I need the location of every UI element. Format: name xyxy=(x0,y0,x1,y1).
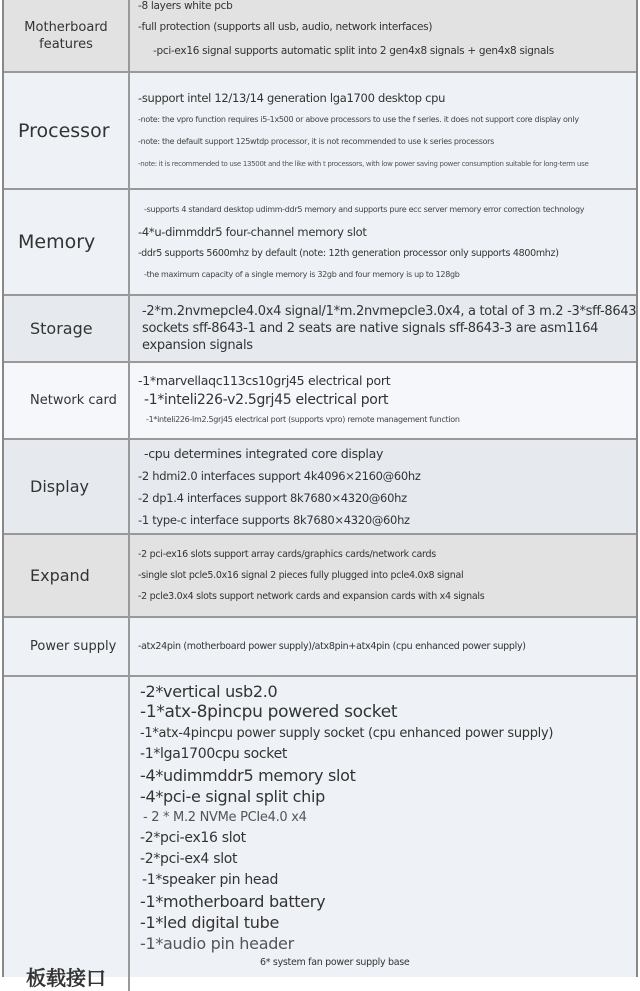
spec-line: -the maximum capacity of a single memory is 32gb and four memory is up to 128gb xyxy=(144,269,460,279)
spec-line: 6* system fan power supply base xyxy=(260,957,410,968)
spec-line: -4*udimmddr5 memory slot xyxy=(140,766,356,785)
row-processor xyxy=(4,73,636,190)
spec-line: sockets sff-8643-1 and 2 seats are native signals sff-8643-3 are asm1164 xyxy=(142,321,599,336)
row-label: Storage xyxy=(4,296,130,361)
spec-line: -2 hdmi2.0 interfaces support 4k4096×2160@60hz xyxy=(138,468,421,483)
spec-line: -supports 4 standard desktop udimm-ddr5 memory and supports pure ecc server memory error correction technology xyxy=(144,204,585,214)
spec-line: -1*motherboard battery xyxy=(140,892,326,911)
row-label: 板载接口 xyxy=(4,677,130,991)
spec-line: -1*inteli226-v2.5grj45 electrical port xyxy=(144,392,389,408)
row-label: Display xyxy=(4,440,130,533)
row-label: Memory xyxy=(4,190,130,294)
spec-line: -full protection (supports all usb, audio, network interfaces) xyxy=(138,21,433,33)
spec-line: -note: the vpro function requires i5-1x500 or above processors to use the f series. it does not support core display only xyxy=(138,114,579,124)
spec-line: -2*pci-ex16 slot xyxy=(140,830,246,846)
spec-line: -2 dp1.4 interfaces support 8k7680×4320@60hz xyxy=(138,490,407,505)
row-label: Processor xyxy=(4,73,130,188)
row-storage xyxy=(4,296,636,363)
spec-line: -1*lga1700cpu socket xyxy=(140,746,288,762)
spec-line: - 2 * M.2 NVMe PCIe4.0 x4 xyxy=(143,810,307,825)
spec-line: -4*u-dimmddr5 four-channel memory slot xyxy=(138,224,367,239)
spec-line: -1*atx-8pincpu powered socket xyxy=(140,702,398,722)
spec-line: -2*pci-ex4 slot xyxy=(140,851,238,867)
spec-line: -1*atx-4pincpu power supply socket (cpu enhanced power supply) xyxy=(140,726,554,741)
row-expand xyxy=(4,535,636,618)
row-display xyxy=(4,440,636,535)
row-label: Motherboard features xyxy=(4,0,130,71)
spec-line: -2*vertical usb2.0 xyxy=(140,682,278,701)
row-label: Power supply xyxy=(4,618,130,675)
row-network-card xyxy=(4,363,636,440)
spec-line: -pci-ex16 signal supports automatic split into 2 gen4x8 signals + gen4x8 signals xyxy=(153,45,554,57)
spec-line: -1*speaker pin head xyxy=(142,872,279,888)
spec-line: -1*inteli226-lm2.5grj45 electrical port (supports vpro) remote management function xyxy=(146,415,460,424)
spec-line: -support intel 12/13/14 generation lga1700 desktop cpu xyxy=(138,90,446,105)
spec-line: -2 pci-ex16 slots support array cards/graphics cards/network cards xyxy=(138,549,436,560)
spec-line: -cpu determines integrated core display xyxy=(144,445,384,461)
spec-line: -1*marvellaqc113cs10grj45 electrical port xyxy=(138,373,391,388)
spec-line: -1 type-c interface supports 8k7680×4320@60hz xyxy=(138,512,410,527)
row-label: Network card xyxy=(4,363,130,438)
row-onboard-interfaces xyxy=(4,677,636,990)
spec-line: expansion signals xyxy=(142,338,253,353)
spec-line: -atx24pin (motherboard power supply)/atx8pin+atx4pin (cpu enhanced power supply) xyxy=(138,641,526,652)
row-motherboard-features xyxy=(4,0,636,73)
spec-line: -note: the default support 125wtdp processor, it is not recommended to use k series processors xyxy=(138,136,495,146)
spec-line: -1*audio pin header xyxy=(140,934,294,953)
row-label: Expand xyxy=(4,535,130,616)
spec-line: -2 pcle3.0x4 slots support network cards and expansion cards with x4 signals xyxy=(138,591,485,602)
spec-line: -ddr5 supports 5600mhz by default (note: 12th generation processor only supports 4800mhz) xyxy=(138,247,559,259)
row-power-supply xyxy=(4,618,636,677)
row-memory xyxy=(4,190,636,296)
spec-table xyxy=(2,0,638,990)
spec-line: -single slot pcle5.0x16 signal 2 pieces fully plugged into pcle4.0x8 signal xyxy=(138,570,464,581)
spec-line: -1*led digital tube xyxy=(140,913,280,932)
spec-line: -4*pci-e signal split chip xyxy=(140,787,325,806)
spec-line: -2*m.2nvmepcle4.0x4 signal/1*m.2nvmepcle3.0x4, a total of 3 m.2 -3*sff-8643 xyxy=(142,304,637,319)
spec-line: -8 layers white pcb xyxy=(138,0,233,12)
spec-line: -note: it is recommended to use 13500t and the like with t processors, with low power saving power consumption suitable for long-term use xyxy=(138,159,589,168)
